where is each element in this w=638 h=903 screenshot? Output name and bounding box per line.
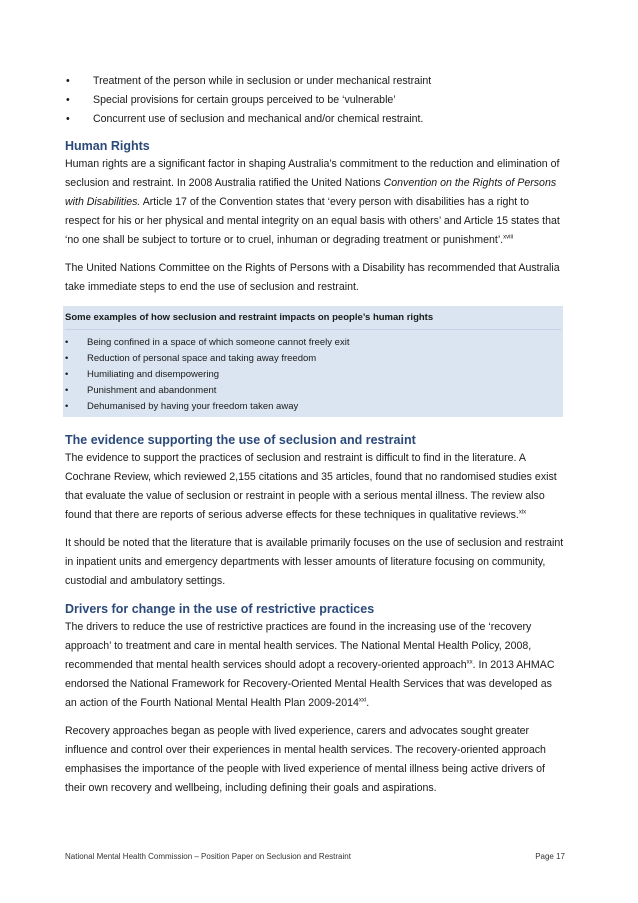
human-rights-paragraph-1: Human rights are a significant factor in shaping Australia’s commitment to the reduction and elimination of seclusion and restraint. In 2008 Australia ratified the United Nations Convention on the Rights of Persons with Disabilities. Article 17 of the Convention states that ‘every person with disabilities has a right to respect for his or her physical and mental integrity on an equal basis with others’ and Article 15 states that ‘no one shall be subject to torture or to cruel, inhuman or degrading treatment or punishment’.$^{xviii}$ xyxy=(65,158,560,246)
drivers-paragraph-2: Recovery approaches began as people with lived experience, carers and advocates sought greater influence and control over their experiences in mental health services. The recovery-oriented approach emphasises the importance of the people with lived experience of mental illness being active drivers of their own recovery and wellbeing, including defining their goals and aspirations. xyxy=(65,725,546,794)
bullet-icon: • xyxy=(65,337,69,348)
footer-title: National Mental Health Commission – Position Paper on Seclusion and Restraint xyxy=(65,852,351,861)
bullet-icon: • xyxy=(66,94,70,106)
page-footer xyxy=(65,852,565,861)
examples-box xyxy=(63,306,563,417)
footnote-ref: xxi xyxy=(358,697,367,704)
page-number: Page 17 xyxy=(535,852,565,861)
bullet-icon: • xyxy=(65,385,69,396)
human-rights-paragraph-2: The United Nations Committee on the Rights of Persons with a Disability has recommended that Australia take immediate steps to end the use of seclusion and restraint. xyxy=(65,262,560,293)
heading-drivers: Drivers for change in the use of restrictive practices xyxy=(65,602,375,616)
list-item: • Special provisions for certain groups perceived to be ‘vulnerable’ xyxy=(65,91,565,110)
bullet-icon: • xyxy=(66,75,70,87)
bullet-icon: • xyxy=(65,353,69,364)
footnote-ref: xx xyxy=(466,659,473,666)
footnote-ref: xix xyxy=(518,509,527,516)
bullet-icon: • xyxy=(66,113,70,125)
list-item: • Humiliating and disempowering xyxy=(65,367,563,383)
bullet-icon: • xyxy=(65,401,69,412)
evidence-paragraph-1: The evidence to support the practices of seclusion and restraint is difficult to find in the literature. A Cochrane Review, which reviewed 2,155 citations and 35 articles, found that no randomised studies exist that evaluate the value of seclusion or restraint in people with a serious mental illness. The review also found that there are reports of serious adverse effects for these techniques in qualitative reviews.$^{xix}$ xyxy=(65,452,557,521)
examples-box-title: Some examples of how seclusion and restraint impacts on people’s human rights xyxy=(65,308,561,330)
examples-list xyxy=(65,335,563,415)
list-item: • Being confined in a space of which someone cannot freely exit xyxy=(65,335,563,351)
page-content xyxy=(65,72,565,807)
list-item: • Dehumanised by having your freedom taken away xyxy=(65,399,563,415)
list-item: • Treatment of the person while in seclusion or under mechanical restraint xyxy=(65,72,565,91)
top-bullet-list xyxy=(65,72,565,129)
list-item: • Punishment and abandonment xyxy=(65,383,563,399)
list-item: • Reduction of personal space and taking away freedom xyxy=(65,351,563,367)
footnote-ref: xviii xyxy=(503,234,514,241)
drivers-paragraph-1: The drivers to reduce the use of restrictive practices are found in the increasing use of the ‘recovery approach’ to treatment and care in mental health services. The National Mental Health Policy, 2008, recommended that mental health services should adopt a recovery-oriented approach$^{xx}$. In 2013 AHMAC endorsed the National Framework for Recovery-Oriented Mental Health Services that was developed as an action of the Fourth National Mental Health Plan 2009-2014$^{xxi}$. xyxy=(65,621,555,709)
heading-human-rights: Human Rights xyxy=(65,139,150,153)
heading-evidence: The evidence supporting the use of seclusion and restraint xyxy=(65,433,416,447)
list-item: • Concurrent use of seclusion and mechanical and/or chemical restraint. xyxy=(65,110,565,129)
evidence-paragraph-2: It should be noted that the literature that is available primarily focuses on the use of seclusion and restraint in inpatient units and emergency departments with lesser amounts of literature focusing on community, custodial and ambulatory settings. xyxy=(65,537,564,587)
bullet-icon: • xyxy=(65,369,69,380)
